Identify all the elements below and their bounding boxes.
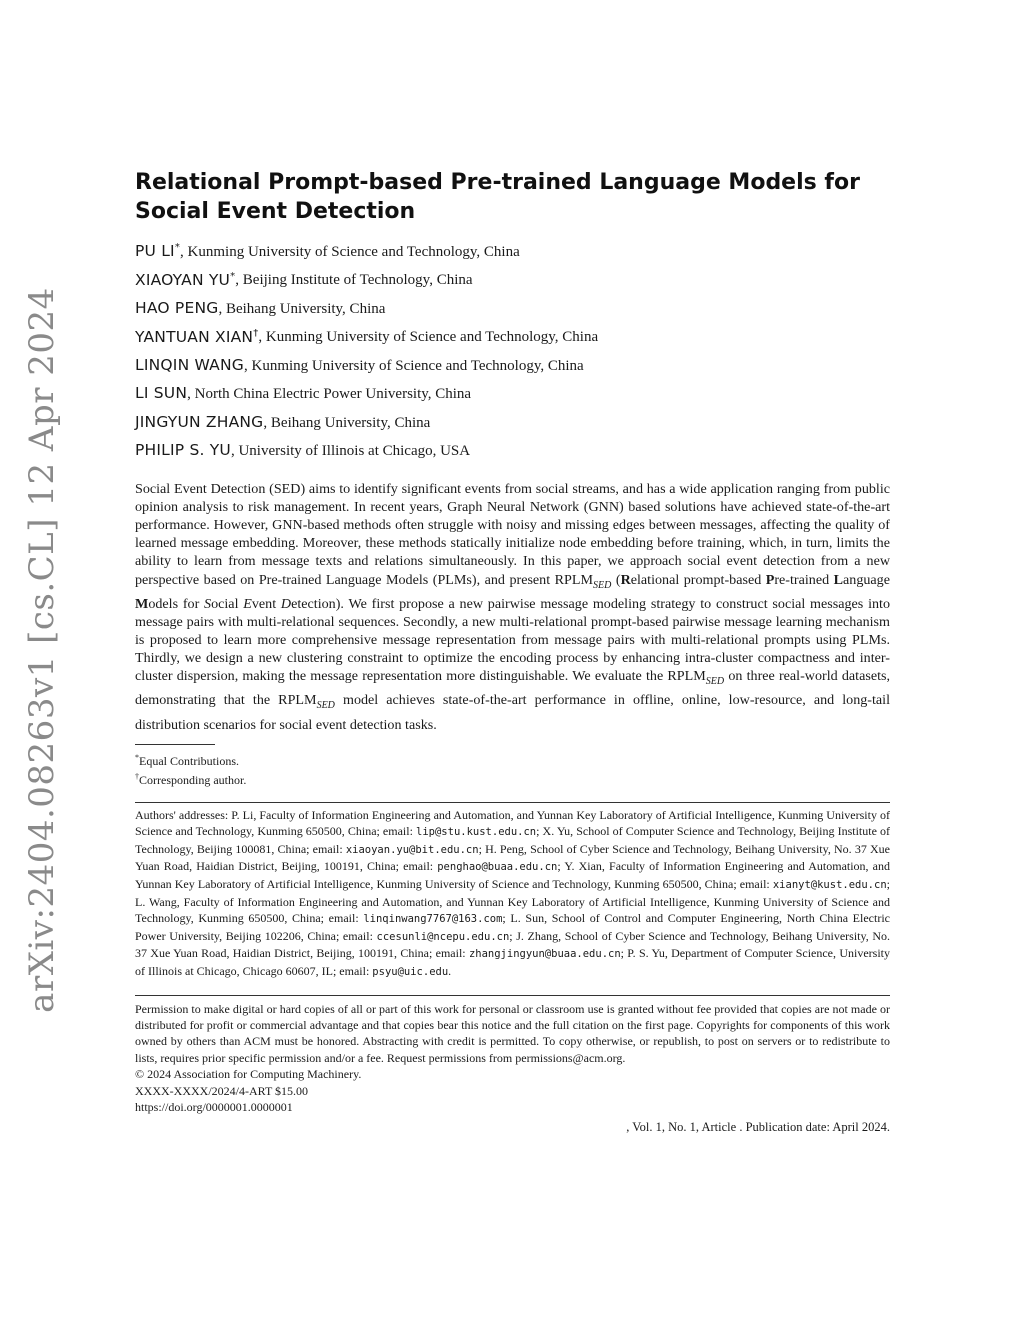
author-name: LINQIN WANG: [135, 355, 244, 374]
paper-first-page: [135, 168, 890, 1115]
doi-link[interactable]: https://doi.org/0000001.0000001: [135, 1100, 293, 1115]
email-link[interactable]: lip@stu.kust.edu.cn: [416, 826, 537, 839]
author-affiliation: , Kunming University of Science and Technology, China: [243, 357, 584, 374]
paper-title: Relational Prompt-based Pre-trained Language Models for Social Event Detection: [135, 170, 860, 224]
author-name: XIAOYAN YU*: [135, 270, 236, 289]
author-name: HAO PENG: [135, 299, 219, 318]
email-link[interactable]: linqinwang7767@163.com: [363, 913, 503, 926]
publication-footer: , Vol. 1, No. 1, Article . Publication date: April 2024.: [626, 1120, 890, 1134]
permissions-divider: [135, 995, 890, 996]
arxiv-identifier-text: arXiv:2404.08263v1 [cs.CL] 12 Apr 2024: [22, 287, 62, 1013]
email-link[interactable]: psyu@uic.edu: [372, 966, 449, 979]
arxiv-identifier-stamp: [12, 287, 72, 1013]
issn-price-line: XXXX-XXXX/2024/4-ART $15.00: [135, 1083, 309, 1098]
author-addresses: Authors' addresses: P. Li, Faculty of Information Engineering and Automation, and Yunnan Key Laboratory of Artificial Intelligence, Kunming University of Science and Technology, Kunming 650500, China; email: lip@stu.kust.edu.cn; X. Yu, School of Computer Science and Technology, Beijing Institute of Technology, Beijing 100081, China; email: xiaoyan.yu@bit.edu.cn; H. Peng, School of Cyber Science and Technology, Beihang University, No. 37 Xue Yuan Road, Haidian District, Beijing, 100191, China; email: penghao@buaa.edu.cn; Y. Xian, Faculty of Information Engineering and Automation, and Yunnan Key Laboratory of Artificial Intelligence, Kunming University of Science and Technology, Kunming 650500, China; email: xianyt@kust.edu.cn; L. Wang, Faculty of Information Engineering and Automation, and Yunnan Key Laboratory of Artificial Intelligence, Kunming University of Science and Technology, Kunming 650500, China; email: linqinwang7767@163.com; L. Sun, School of Control and Computer Engineering, North China Electric Power University, Beijing 102206, China; email: ccesunli@ncepu.edu.cn; J. Zhang, School of Cyber Science and Technology, Beihang University, No. 37 Xue Yuan Road, Haidian District, Beijing, 100191, China; email: zhangjingyun@buaa.edu.cn; P. S. Yu, Department of Computer Science, University of Illinois at Chicago, Chicago 60607, IL; email: psyu@uic.edu.: [135, 807, 890, 979]
footnote-divider: [135, 744, 215, 745]
author-entry: [135, 293, 890, 321]
author-list: [135, 236, 890, 464]
author-affiliation: , Kunming University of Science and Technology, China: [258, 329, 599, 346]
author-entry: [135, 435, 890, 463]
abstract: Social Event Detection (SED) aims to identify significant events from social streams, and has a wide application ranging from public opinion analysis to risk management. In recent years, Graph Neural Network (GNN) based solutions have achieved state-of-the-art performance. However, GNN-based methods often struggle with noisy and missing edges between messages, affecting the quality of learned message embedding. Moreover, these methods statically initialize node embedding before training, which, in turn, limits the ability to learn from message texts and relations simultaneously. In this paper, we approach social event detection from a new perspective based on Pre-trained Language Models (PLMs), and present $RPLM_{SED}$ (Relational prompt-based Pre-trained Language Models for Social Event Detection). We first propose a new pairwise message modeling strategy to construct social messages into message pairs with multi-relational sequences. Secondly, a new multi-relational prompt-based pairwise message learning mechanism is proposed to learn more comprehensive message representation from message pairs with multi-relational prompts using PLMs. Thirdly, we design a new clustering constraint to optimize the encoding process by enhancing intra-cluster compactness and inter-cluster dispersion, making the message representation more distinguishable. We evaluate the $RPLM_{SED}$ on three real-world datasets, demonstrating that the $RPLM_{SED}$ model achieves state-of-the-art performance in offline, online, low-resource, and long-tail distribution scenarios for social event detection tasks.: [135, 480, 891, 733]
author-entry: [135, 236, 890, 264]
addresses-divider: [135, 802, 890, 803]
author-entry: [135, 378, 890, 406]
footnote-corresponding-author: †Corresponding author.: [135, 771, 247, 787]
author-affiliation: , University of Illinois at Chicago, USA: [230, 443, 471, 460]
author-affiliation: , Beihang University, China: [218, 301, 386, 318]
email-link[interactable]: xiaoyan.yu@bit.edu.cn: [345, 843, 479, 856]
author-name: YANTUAN XIAN†: [135, 327, 259, 346]
footnotes: [135, 750, 890, 788]
author-name: LI SUN: [135, 384, 188, 403]
footnote-equal-contribution: *Equal Contributions.: [135, 752, 239, 768]
author-affiliation: , Beijing Institute of Technology, China: [235, 272, 473, 289]
author-entry: [135, 264, 890, 292]
email-link[interactable]: ccesunli@ncepu.edu.cn: [376, 930, 510, 943]
author-name: JINGYUN ZHANG: [135, 412, 264, 431]
author-affiliation: , Kunming University of Science and Technology, China: [180, 244, 520, 261]
permissions-notice: Permission to make digital or hard copies of all or part of this work for personal or classroom use is granted without fee provided that copies are not made or distributed for profit or commercial advantage and that copies bear this notice and the full citation on the first page. Copyrights for components of this work owned by others than ACM must be honored. Abstracting with credit is permitted. To copy otherwise, or republish, to post on servers or to redistribute to lists, requires prior specific permission and/or a fee. Request permissions from permissions@acm.org.: [135, 1001, 890, 1065]
author-affiliation: , North China Electric Power University, China: [187, 386, 472, 403]
copyright-line: © 2024 Association for Computing Machinery.: [135, 1067, 362, 1082]
author-entry: [135, 407, 890, 435]
author-entry: [135, 321, 890, 349]
email-link[interactable]: penghao@buaa.edu.cn: [437, 861, 558, 874]
author-name: PU LI*: [135, 242, 181, 261]
author-name: PHILIP S. YU: [135, 441, 231, 460]
author-entry: [135, 350, 890, 378]
author-affiliation: , Beihang University, China: [263, 414, 431, 431]
email-link[interactable]: zhangjingyun@buaa.edu.cn: [468, 948, 621, 961]
email-link[interactable]: xianyt@kust.edu.cn: [772, 879, 887, 892]
